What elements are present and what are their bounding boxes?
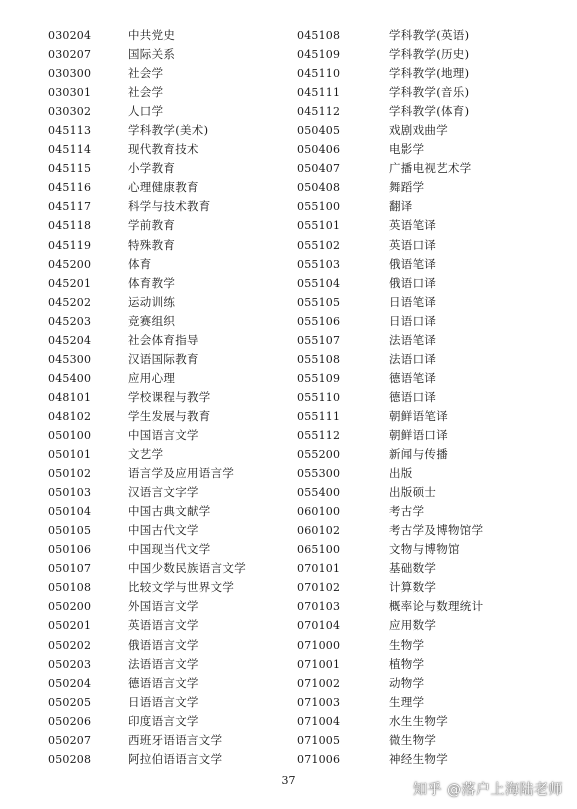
subject-code: 050107 [48,562,92,576]
subject-name: 法语笔译 [389,332,437,347]
subject-code: 045110 [297,67,341,81]
subject-code: 045115 [48,162,92,176]
subject-code: 045111 [297,86,341,100]
subject-name: 中国古代文学 [128,523,199,538]
subject-code: 071002 [297,676,341,690]
subject-code: 050106 [48,543,92,557]
subject-code: 050203 [48,657,92,671]
subject-code: 055103 [297,257,341,271]
subject-name: 朝鲜语口译 [389,427,448,442]
subject-name: 戏剧戏曲学 [389,123,448,138]
subject-name: 国际关系 [128,47,176,62]
subject-code: 060102 [297,524,341,538]
subject-code: 055101 [297,219,341,233]
subject-code: 050204 [48,676,92,690]
watermark: 知乎 @落户上海陆老师 [413,782,563,798]
subject-code: 055112 [297,428,341,442]
subject-name: 文物与博物馆 [389,542,460,557]
subject-name: 现代教育技术 [128,142,199,157]
subject-name: 法语口译 [389,351,437,366]
subject-code: 030300 [48,67,92,81]
subject-code: 045118 [48,219,92,233]
subject-name: 动物学 [389,675,425,690]
subject-name: 中国现当代文学 [128,542,211,557]
subject-code: 070101 [297,562,341,576]
subject-name: 新闻与传播 [389,447,448,462]
subject-code: 045108 [297,29,341,42]
subject-name: 德语语言文学 [128,675,199,690]
subject-name: 舞蹈学 [389,180,425,195]
subject-code: 050104 [48,505,92,519]
subject-name: 植物学 [389,656,425,671]
subject-name: 考古学及博物馆学 [389,523,484,538]
subject-code: 030204 [48,29,92,42]
subject-code: 055200 [297,448,341,462]
subject-name: 小学教育 [128,161,176,176]
subject-name: 考古学 [389,504,425,519]
subject-name: 日语笔译 [389,294,437,309]
subject-code: 050101 [48,448,92,462]
subject-code: 055108 [297,352,341,366]
subject-name: 俄语笔译 [389,256,437,271]
subject-name: 广播电视艺术学 [389,161,472,176]
subject-code: 055104 [297,276,341,290]
subject-code: 055106 [297,314,341,328]
subject-name: 学科教学(体育) [389,104,470,119]
subject-name: 中国语言文学 [128,427,199,442]
subject-name: 运动训练 [128,294,176,309]
subject-name: 竞赛组织 [128,313,176,328]
subject-code: 050200 [48,600,92,614]
subject-code: 071003 [297,695,341,709]
subject-name: 基础数学 [389,561,437,576]
subject-code: 045109 [297,48,341,62]
subject-code: 045116 [48,181,92,195]
subject-code: 050108 [48,581,92,595]
subject-name: 科学与技术教育 [128,199,211,214]
subject-name: 英语笔译 [389,218,437,233]
subject-name: 社会学 [128,85,164,100]
subject-code: 070103 [297,600,341,614]
subject-name: 语言学及应用语言学 [128,466,235,481]
subject-code: 045201 [48,276,92,290]
subject-code: 050408 [297,181,341,195]
subject-name: 中国少数民族语言文学 [128,561,246,576]
subject-code: 071006 [297,752,341,766]
subject-name: 学科教学(音乐) [389,85,470,100]
subject-code: 048101 [48,390,92,404]
subject-code: 050103 [48,486,92,500]
subject-name: 学生发展与教育 [128,408,211,423]
subject-name: 中国古典文献学 [128,504,211,519]
subject-code: 055105 [297,295,341,309]
subject-name: 外国语言文学 [128,599,199,614]
subject-code: 071005 [297,733,341,747]
subject-code: 050406 [297,143,341,157]
subject-name: 印度语言文学 [128,713,199,728]
subject-name: 微生物学 [389,732,437,747]
subject-code: 045112 [297,105,341,119]
subject-name: 计算数学 [389,580,437,595]
subject-code: 045204 [48,333,92,347]
subject-code: 045300 [48,352,92,366]
subject-code: 050202 [48,638,92,652]
subject-code: 055110 [297,390,341,404]
subject-name: 出版硕士 [389,485,437,500]
subject-name: 神经生物学 [389,751,448,766]
subject-name: 概率论与数理统计 [389,599,484,614]
subject-name: 比较文学与世界文学 [128,580,235,595]
subject-code: 055109 [297,371,341,385]
subject-code: 070102 [297,581,341,595]
subject-code: 055400 [297,486,341,500]
subject-name: 体育教学 [128,275,176,290]
subject-code: 045119 [48,238,92,252]
subject-code: 055102 [297,238,341,252]
subject-code: 045203 [48,314,92,328]
subject-name: 阿拉伯语语言文学 [128,751,223,766]
subject-name: 英语口译 [389,237,437,252]
subject-name: 特殊教育 [128,237,176,252]
subject-name: 学前教育 [128,218,176,233]
subject-name: 德语口译 [389,389,437,404]
subject-code: 030302 [48,105,92,119]
subject-name: 生物学 [389,637,425,652]
subject-code: 050102 [48,467,92,481]
subject-name: 人口学 [128,104,164,119]
subject-name: 社会体育指导 [128,332,199,347]
subject-name: 汉语国际教育 [128,351,199,366]
subject-code: 055111 [297,409,341,423]
subject-code: 050201 [48,619,92,633]
subject-code: 055107 [297,333,341,347]
subject-name: 出版 [389,466,413,481]
subject-code: 050100 [48,428,92,442]
subject-code: 045400 [48,371,92,385]
subject-name: 英语语言文学 [128,618,199,633]
subject-code: 045117 [48,200,92,214]
subject-name: 俄语口译 [389,275,437,290]
subject-code: 050206 [48,714,92,728]
subject-code: 060100 [297,505,341,519]
subject-name: 学科教学(英语) [389,28,470,42]
subject-code: 055300 [297,467,341,481]
page-number: 37 [281,774,296,787]
subject-code: 071000 [297,638,341,652]
subject-name: 学科教学(历史) [389,47,470,62]
subject-name: 学科教学(地理) [389,66,470,81]
subject-name: 日语口译 [389,313,437,328]
subject-code: 045113 [48,124,92,138]
subject-name: 应用心理 [128,370,176,385]
subject-code: 050208 [48,752,92,766]
subject-name: 法语语言文学 [128,656,199,671]
subject-name: 俄语语言文学 [128,637,199,652]
subject-code: 070104 [297,619,341,633]
subject-code: 050105 [48,524,92,538]
subject-name: 社会学 [128,66,164,81]
subject-code: 045114 [48,143,92,157]
subject-name: 德语笔译 [389,370,437,385]
subject-name: 朝鲜语笔译 [389,408,448,423]
subject-code: 030301 [48,86,92,100]
subject-name: 学科教学(美术) [128,123,209,138]
subject-code: 050205 [48,695,92,709]
subject-name: 学校课程与教学 [128,389,211,404]
subject-code: 050405 [297,124,341,138]
subject-code: 071004 [297,714,341,728]
subject-name: 电影学 [389,142,425,157]
subject-name: 心理健康教育 [128,180,199,195]
subject-code: 065100 [297,543,341,557]
subject-code: 030207 [48,48,92,62]
subject-name: 体育 [128,256,152,271]
subject-name: 应用数学 [389,618,437,633]
subject-name: 水生生物学 [389,713,448,728]
subject-name: 日语语言文学 [128,694,199,709]
subject-code: 055100 [297,200,341,214]
subject-name: 中共党史 [128,28,176,42]
subject-code: 050407 [297,162,341,176]
subject-code: 071001 [297,657,341,671]
subject-code: 045200 [48,257,92,271]
subject-name: 西班牙语语言文学 [128,732,223,747]
subject-name: 生理学 [389,694,425,709]
subject-code: 050207 [48,733,92,747]
subject-name: 文艺学 [128,447,164,462]
subject-code: 045202 [48,295,92,309]
subject-name: 汉语言文字学 [128,485,199,500]
subject-name: 翻译 [389,199,413,214]
subject-code: 048102 [48,409,92,423]
